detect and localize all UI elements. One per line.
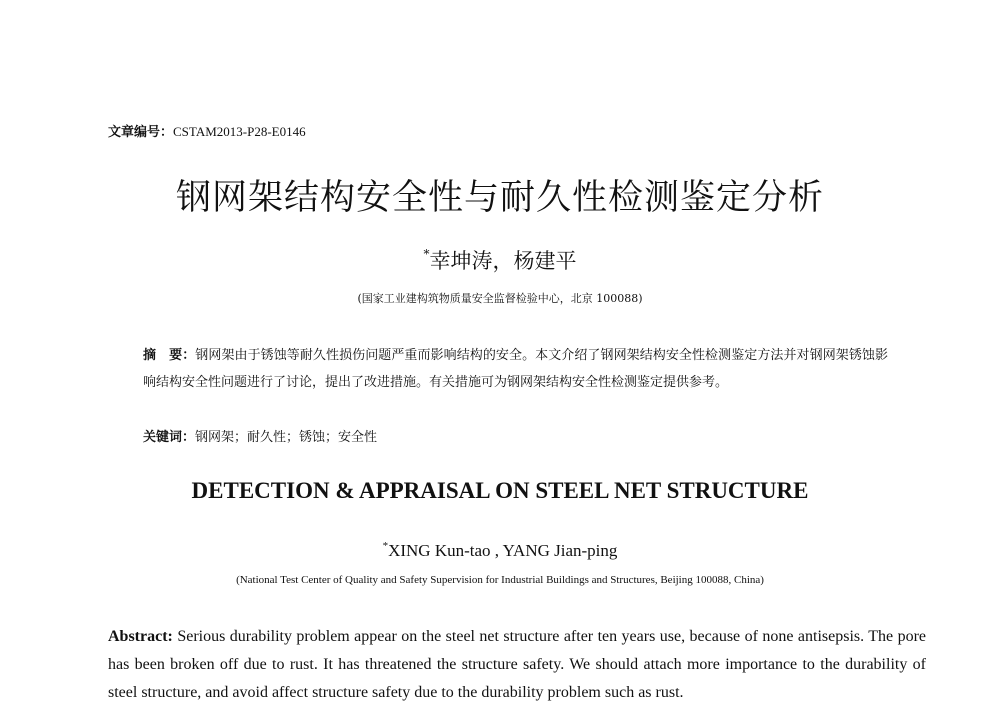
article-number	[108, 121, 306, 140]
authors-chinese	[0, 245, 1000, 275]
keywords-chinese-label: 关键词：	[143, 430, 196, 445]
title-chinese: 钢网架结构安全性与耐久性检测鉴定分析	[175, 178, 824, 218]
abstract-english-label: Abstract:	[108, 628, 173, 645]
authors-english	[0, 540, 1000, 561]
article-number-label: 文章编号：	[108, 125, 174, 140]
author-names-chinese: 幸坤涛，杨建平	[429, 249, 577, 273]
corresponding-author-marker: *	[423, 247, 430, 261]
keywords-chinese	[143, 426, 377, 445]
abstract-chinese	[143, 343, 888, 396]
abstract-chinese-label: 摘 要：	[143, 348, 196, 363]
keywords-chinese-text: 钢网架；耐久性；锈蚀；安全性	[195, 430, 378, 445]
abstract-english-text: Serious durability problem appear on the steel net structure after ten years use, because of none antisepsis. The pore has been broken off due to rust. It has threatened the structure safety. We should attach more importance to the durability of steel structure, and avoid affect structure safety due to the durability problem such as rust.	[108, 628, 927, 701]
affiliation-english: (National Test Center of Quality and Safety Supervision for Industrial Buildings and Structures, Beijing 100088, China)	[236, 574, 764, 586]
article-number-code: CSTAM2013-P28-E0146	[173, 124, 306, 139]
abstract-english	[108, 623, 926, 707]
author-names-english: XING Kun-tao , YANG Jian-ping	[388, 541, 618, 560]
corresponding-author-marker-en: *	[382, 540, 389, 552]
abstract-chinese-text: 钢网架由于锈蚀等耐久性损伤问题严重而影响结构的安全。本文介绍了钢网架结构安全性检测鉴定方法并对钢网架锈蚀影响结构安全性问题进行了讨论，提出了改进措施。有关措施可为钢网架结构安全性检测鉴定提供参考。	[143, 348, 888, 390]
affiliation-chinese: (国家工业建构筑物质量安全监督检验中心，北京 100088)	[357, 292, 643, 305]
title-english: DETECTION & APPRAISAL ON STEEL NET STRUCTURE	[191, 478, 809, 503]
